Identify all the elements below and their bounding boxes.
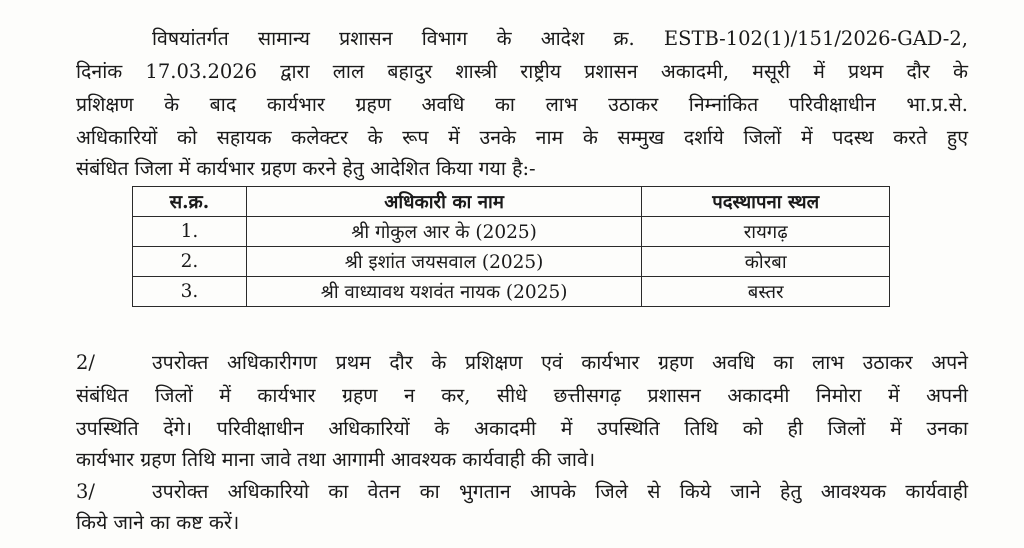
paragraph-line: संबंधित जिलों में कार्यभार ग्रहण न कर, सीधे छत्तीसगढ़ प्रशासन अकादमी निमोरा में अपनी xyxy=(76,384,968,407)
cell-serial: 1. xyxy=(133,217,247,247)
intro-line: दिनांक 17.03.2026 द्वारा लाल बहादुर शास्त्री राष्ट्रीय प्रशासन अकादमी, मसूरी में प्रथम दौर के xyxy=(76,60,968,83)
cell-posting-place: कोरबा xyxy=(642,247,890,277)
header-posting-place: पदस्थापना स्थल xyxy=(642,187,890,217)
table-header-row xyxy=(133,187,890,217)
cell-officer-name: श्री गोकुल आर के (2025) xyxy=(246,217,642,247)
paragraph-line: उपरोक्त अधिकारीगण प्रथम दौर के प्रशिक्षण एवं कार्यभार ग्रहण अवधि का लाभ उठाकर अपने xyxy=(152,351,968,374)
cell-officer-name: श्री इशांत जयसवाल (2025) xyxy=(246,247,642,277)
posting-table xyxy=(132,186,890,307)
paragraph-line: किये जाने का कष्ट करें। xyxy=(76,511,240,534)
intro-line: अधिकारियों को सहायक कलेक्टर के रूप में उनके नाम के सम्मुख दर्शाये जिलों में पदस्थ करते हुए xyxy=(76,126,968,149)
cell-posting-place: बस्तर xyxy=(642,277,890,307)
table-row xyxy=(133,277,890,307)
table-row xyxy=(133,217,890,247)
cell-serial: 2. xyxy=(133,247,247,277)
intro-line: संबंधित जिला में कार्यभार ग्रहण करने हेतु आदेशित किया गया है:- xyxy=(76,157,536,180)
table-row xyxy=(133,247,890,277)
paragraph-number: 3/ xyxy=(76,480,95,503)
paragraph-line: उपस्थिति देंगे। परिवीक्षाधीन अधिकारियों के अकादमी में उपस्थिति तिथि को ही जिलों में उनका xyxy=(76,417,968,440)
cell-posting-place: रायगढ़ xyxy=(642,217,890,247)
cell-serial: 3. xyxy=(133,277,247,307)
header-serial: स.क्र. xyxy=(133,187,247,217)
paragraph-line: कार्यभार ग्रहण तिथि माना जावे तथा आगामी आवश्यक कार्यवाही की जावे। xyxy=(76,448,596,471)
paragraph-line: उपरोक्त अधिकारियो का वेतन का भुगतान आपके जिले से किये जाने हेतु आवश्यक कार्यवाही xyxy=(152,480,968,503)
intro-line: विषयांतर्गत सामान्य प्रशासन विभाग के आदेश क्र. ESTB-102(1)/151/2026-GAD-2, xyxy=(152,27,968,50)
intro-line: प्रशिक्षण के बाद कार्यभार ग्रहण अवधि का लाभ उठाकर निम्नांकित परिवीक्षाधीन भा.प्र.से. xyxy=(76,93,968,116)
cell-officer-name: श्री वाध्यावथ यशवंत नायक (2025) xyxy=(246,277,642,307)
paragraph-number: 2/ xyxy=(76,351,95,374)
header-officer-name: अधिकारी का नाम xyxy=(246,187,642,217)
